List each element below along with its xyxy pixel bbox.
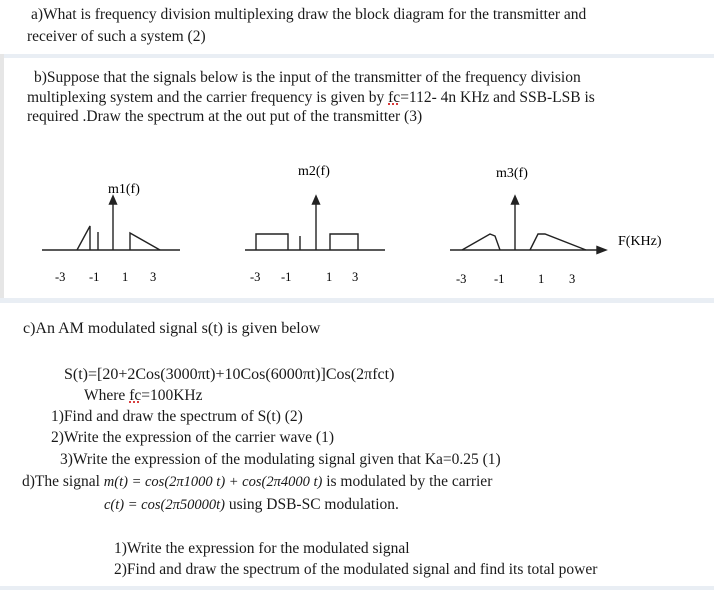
section-divider-middle xyxy=(0,298,714,303)
part-b-line-1: b)Suppose that the signals below is the input of the transmitter of the frequency division xyxy=(34,69,581,86)
part-c-where xyxy=(84,387,203,405)
m3-tick-neg1: -1 xyxy=(494,272,505,286)
frequency-axis-label: F(KHz) xyxy=(618,234,662,249)
m2-arrow-head xyxy=(313,196,320,204)
part-b-line-2-pre: multiplexing system and the carrier frequency is given by xyxy=(27,89,389,106)
part-d-carrier-equation: c(t) = cos(2π50000t) xyxy=(104,497,225,513)
part-d-line-1-post: is modulated by the carrier xyxy=(322,473,493,490)
m2-tick-neg1: -1 xyxy=(281,270,292,284)
m2-tick-1: 1 xyxy=(326,270,333,284)
part-d-line-1-pre: d)The signal xyxy=(22,473,104,490)
m3-spectrum-left xyxy=(462,234,500,250)
part-a-line-2: receiver of such a system (2) xyxy=(27,28,206,45)
part-c-question-2: 2)Write the expression of the carrier wave (1) xyxy=(51,429,334,446)
part-c-question-1: 1)Find and draw the spectrum of S(t) (2) xyxy=(51,408,303,425)
part-c-title: c)An AM modulated signal s(t) is given below xyxy=(23,320,321,337)
m1-tick-neg3: -3 xyxy=(55,270,66,284)
part-b-line-3: required .Draw the spectrum at the out put of the transmitter (3) xyxy=(27,108,423,125)
part-d-message-equation: m(t) = cos(2π1000 t) + cos(2π4000 t) xyxy=(103,474,323,490)
m2-tick-neg3: -3 xyxy=(250,270,261,284)
part-d-question-2: 2)Find and draw the spectrum of the modulated signal and find its total power xyxy=(114,561,598,578)
part-d-line-2 xyxy=(104,496,399,514)
part-a-line-1: a)What is frequency division multiplexing draw the block diagram for the transmitter and xyxy=(31,6,587,23)
part-c-equation: S(t)=[20+2Cos(3000πt)+10Cos(6000πt)]Cos(2πfct) xyxy=(64,366,395,383)
part-d-question-1: 1)Write the expression for the modulated signal xyxy=(114,540,410,557)
section-divider-bottom xyxy=(0,586,714,590)
m2-tick-3: 3 xyxy=(352,270,359,284)
m2-label: m2(f) xyxy=(298,164,330,179)
m1-tick-neg1: -1 xyxy=(89,270,100,284)
m1-spectrum-left xyxy=(77,226,90,250)
part-b-line-2 xyxy=(27,89,595,107)
input-spectra-diagram xyxy=(0,150,714,300)
m2-rect-left xyxy=(256,234,288,250)
m3-tick-3: 3 xyxy=(569,272,576,286)
part-c-question-3: 3)Write the expression of the modulating signal given that Ka=0.25 (1) xyxy=(60,451,501,468)
m3-tick-neg3: -3 xyxy=(456,272,467,286)
section-divider-top xyxy=(0,54,714,58)
m3-axis-arrow xyxy=(597,247,606,254)
part-d-line-1 xyxy=(22,473,492,491)
part-c-where-pre: Where xyxy=(84,387,130,404)
m3-tick-1: 1 xyxy=(538,272,545,286)
m1-tick-1: 1 xyxy=(122,270,129,284)
part-b-fc: fc xyxy=(388,89,401,106)
m1-arrow-head xyxy=(110,196,117,204)
part-c-fc: fc xyxy=(129,387,142,404)
m1-spectrum-right xyxy=(130,233,160,250)
part-c-where-post: =100KHz xyxy=(141,387,203,404)
part-b-line-2-post: =112- 4n KHz and SSB-LSB is xyxy=(400,89,595,106)
m1-label: m1(f) xyxy=(108,182,140,197)
m3-label: m3(f) xyxy=(496,166,528,181)
m2-rect-right xyxy=(330,234,358,250)
part-d-line-2-post: using DSB-SC modulation. xyxy=(224,496,399,513)
m3-spectrum-right xyxy=(530,234,586,250)
m3-arrow-head xyxy=(512,196,519,204)
m1-tick-3: 3 xyxy=(150,270,157,284)
